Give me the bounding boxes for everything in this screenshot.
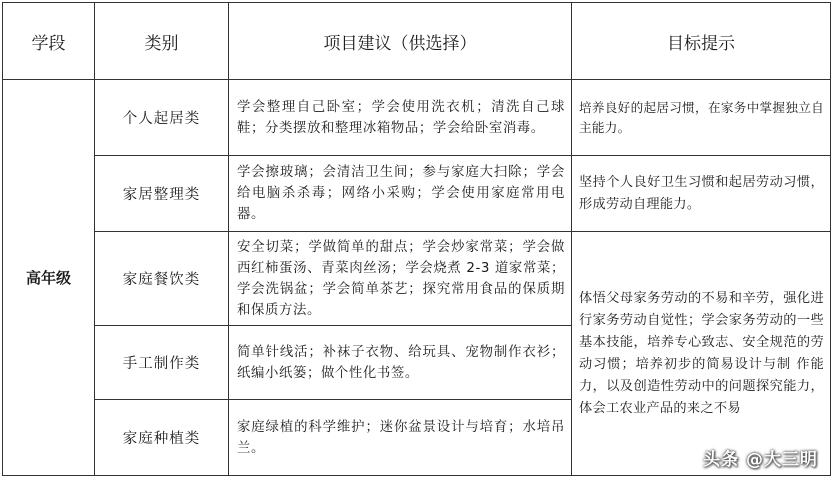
category-cell: 手工制作类 [95, 326, 229, 400]
category-cell: 家庭种植类 [95, 400, 229, 476]
header-category: 类别 [95, 3, 229, 80]
goal-cell: 坚持个人良好卫生习惯和起居劳动习惯，形成劳动自理能力。 [572, 156, 831, 232]
projects-cell: 家庭绿植的科学维护；迷你盆景设计与培育；水培吊兰。 [229, 400, 572, 476]
header-stage: 学段 [3, 3, 95, 80]
header-row [3, 3, 831, 80]
header-goals: 目标提示 [572, 3, 831, 80]
projects-cell: 简单针线活；补袜子衣物、给玩具、宠物制作衣衫；纸编小纸篓；做个性化书签。 [229, 326, 572, 400]
table-row [3, 80, 831, 156]
table-row [3, 156, 831, 232]
goal-cell: 培养良好的起居习惯，在家务中掌握独立自主能力。 [572, 80, 831, 156]
merged-goal-cell: 体悟父母家务劳动的不易和辛劳，强化进行家务劳动自觉性；学会家务劳动的一些基本技能，培养专心致志、安全规范的劳动习惯；培养初步的简易设计与制 作能力，以及创造性劳动中的问题探究能力，体会工农业产品的来之不易 [572, 232, 831, 476]
activity-table [2, 2, 831, 476]
header-projects: 项目建议（供选择） [229, 3, 572, 80]
category-cell: 个人起居类 [95, 80, 229, 156]
projects-cell: 学会整理自己卧室；学会使用洗衣机；清洗自己球鞋；分类摆放和整理冰箱物品；学会给卧室消毒。 [229, 80, 572, 156]
projects-cell: 安全切菜；学做简单的甜点；学会炒家常菜；学会做西红柿蛋汤、青菜肉丝汤；学会烧煮 2-3 道家常菜；学会洗锅盆；学会简单茶艺；探究常用食品的保质期和保质方法。 [229, 232, 572, 326]
projects-cell: 学会擦玻璃；会清洁卫生间；参与家庭大扫除；学会给电脑杀杀毒；网络小采购；学会使用家庭常用电器。 [229, 156, 572, 232]
stage-cell: 高年级 [3, 80, 95, 476]
watermark-text: 头条 @大三明 [703, 450, 818, 470]
category-cell: 家居整理类 [95, 156, 229, 232]
category-cell: 家庭餐饮类 [95, 232, 229, 326]
table-row [3, 232, 831, 326]
